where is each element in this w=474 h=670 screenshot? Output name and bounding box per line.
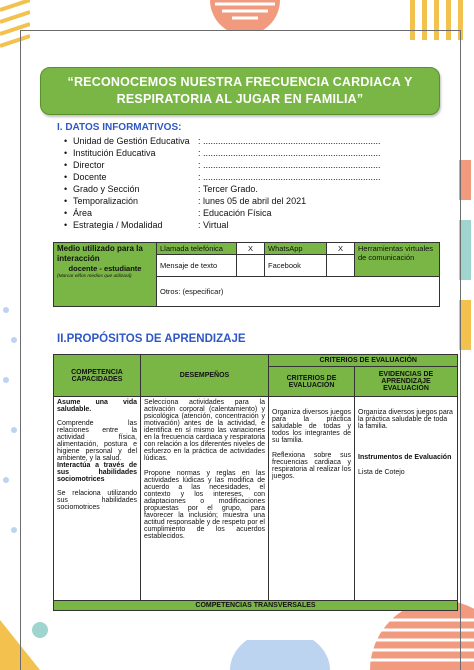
info-label: Estrategia / Modalidad [73,220,163,230]
info-label: Área [73,208,93,218]
instrumento-lista: Lista de Cotejo [358,469,405,476]
header-desempenos: DESEMPEÑOS [141,355,269,397]
header-criterios: CRITERIOS DE EVALUACIÓN [269,367,355,397]
info-row [64,195,381,207]
bullet-icon: • [64,160,68,170]
bullet-icon: • [64,208,68,218]
whatsapp-label: WhatsApp [265,243,327,255]
medio-label-note: (Marcar el/los medios que utilizará) [57,274,132,279]
medio-interaccion-table [53,242,440,307]
left-dots-decoration [0,300,20,580]
bullet-icon: • [64,172,68,182]
criterios-cell [269,397,355,601]
section-datos-heading: I. DATOS INFORMATIVOS: [57,122,182,133]
evidencia-1: Organiza diversos juegos para la práctica saludable de toda la familia. [358,409,453,430]
header-competencia: COMPETENCIA CAPACIDADES [54,355,141,397]
info-label: Grado y Sección [73,184,140,194]
info-value: : Virtual [198,220,229,230]
info-row [64,171,381,183]
competencia-capacidad-2: Se relaciona utilizando sus habilidades sociomotrices [57,490,137,511]
mensaje-checkbox[interactable] [237,255,265,277]
instrumentos-heading: Instrumentos de Evaluación [358,454,452,461]
criterio-1: Organiza diversos juegos para la práctica saludable de todas y todos los integrantes de su familia. [272,409,351,444]
info-row [64,183,381,195]
top-circle-decoration [200,0,290,30]
medio-label-main: Medio utilizado para la interacción [57,244,143,263]
bullet-icon: • [64,136,68,146]
section-propositos-heading: II.PROPÓSITOS DE APRENDIZAJE [57,333,246,345]
info-row [64,159,381,171]
propositos-table [53,354,458,611]
header-evidencias: EVIDENCIAS DE APRENDIZAJE EVALUACIÓN [355,367,458,397]
desempenos-cell [141,397,269,601]
info-value: : Educación Física [198,208,272,218]
whatsapp-checkbox[interactable]: X [327,243,355,255]
header-criterios-group: CRITERIOS DE EVALUACIÓN [269,355,458,367]
info-label: Temporalización [73,196,139,206]
info-row [64,147,381,159]
info-value: : ....................................................................... [198,136,381,146]
facebook-checkbox[interactable] [327,255,355,277]
competencia-capacidad-1: Comprende las relaciones entre la actividad física, alimentación, postura e higiene personal y del ambiente, y la salud. [57,420,137,462]
llamada-label: Llamada telefónica [157,243,237,255]
bullet-icon: • [64,220,68,230]
info-value: : lunes 05 de abril del 2021 [198,196,307,206]
info-label: Institución Educativa [73,148,156,158]
medio-label-sub: docente - estudiante [68,264,142,273]
info-row [64,219,381,231]
datos-informativos-list [64,135,381,231]
bullet-icon: • [64,196,68,206]
info-value: : Tercer Grado. [198,184,258,194]
bullet-icon: • [64,184,68,194]
evidencias-cell [355,397,458,601]
info-value: : ....................................................................... [198,148,381,158]
desempeno-2: Propone normas y reglas en las actividades lúdicas y las modifica de acuerdo a las necesidades, el contexto y los intereses, con adaptaciones o modificaciones propuestas por el grupo, para favorecer la inclusión; muestra una actitud responsable y de respeto por el cumplimiento de los acuerdos establecidos. [144,470,265,540]
info-row [64,135,381,147]
info-value: : ....................................................................... [198,160,381,170]
facebook-label: Facebook [265,255,327,277]
mensaje-label: Mensaje de texto [157,255,237,277]
bullet-icon: • [64,148,68,158]
herramientas-label: Herramientas virtuales de comunicación [355,243,440,277]
llamada-checkbox[interactable]: X [237,243,265,255]
competencia-title: Asume una vida saludable. [57,399,137,413]
medio-label-cell [54,243,157,307]
competencia-cell [54,397,141,601]
desempeno-1: Selecciona actividades para la activación corporal (calentamiento) y psicológica (atención, concentración y motivación) antes de la actividad, e identifica en sí mismo las variaciones en la frecuencia cardiaca y respiratoria con relación a los diferentes niveles de esfuerzo en la práctica de actividades lúdicas. [144,399,265,462]
info-label: Unidad de Gestión Educativa [73,136,190,146]
info-row [64,207,381,219]
info-value: : ....................................................................... [198,172,381,182]
competencia-title-2: Interactúa a través de sus habilidades sociomotrices [57,462,137,483]
info-label: Docente [73,172,107,182]
info-label: Director [73,160,105,170]
otros-field[interactable]: Otros: (especificar) [157,277,440,307]
competencias-transversales-header: COMPETENCIAS TRANSVERSALES [54,601,458,611]
criterio-2: Reflexiona sobre sus frecuencias cardiaca y respiratoria al realizar los juegos. [272,452,351,480]
page-title: “RECONOCEMOS NUESTRA FRECUENCIA CARDIACA Y RESPIRATORIA AL JUGAR EN FAMILIA” [40,67,440,115]
